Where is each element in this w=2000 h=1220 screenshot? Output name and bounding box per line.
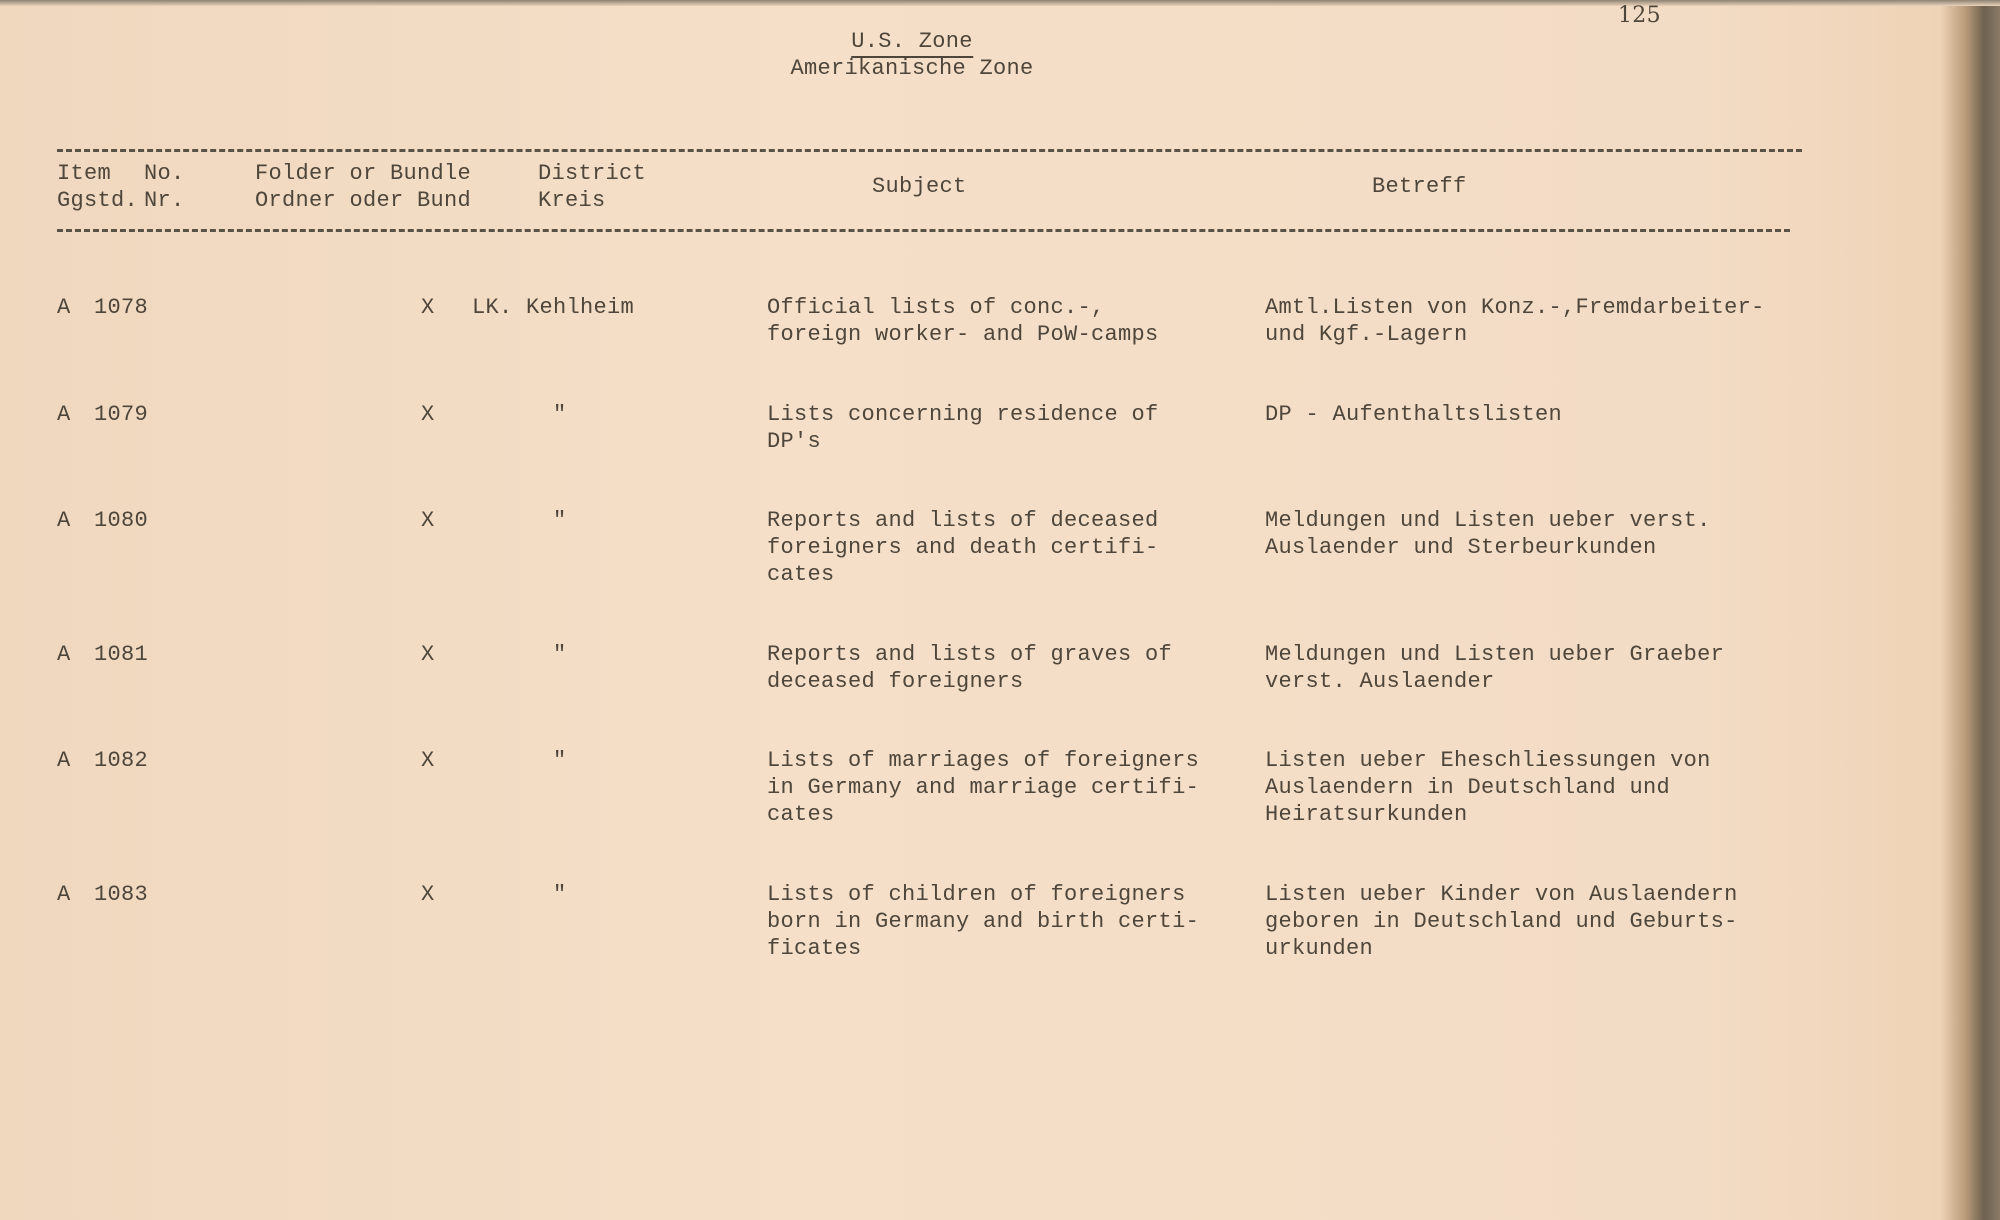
district: " [553,508,567,533]
betreff-text: Meldungen und Listen ueber verst. Auslaender und Sterbeurkunden [1265,508,1711,560]
header-ordner: Ordner oder Bund [255,188,472,213]
header-nr: Nr. [144,188,185,213]
folder-mark: X [421,748,435,773]
header-district: District [538,161,647,186]
page-number: 125 [1618,3,1661,28]
folder-mark: X [421,402,435,427]
item-letter: A [57,295,71,320]
header-folder: Folder or Bundle [255,161,472,186]
header-betreff: Betreff [1372,174,1467,199]
page-top-edge [0,0,2000,6]
subject-text: Lists of children of foreigners born in Germany and birth certi- ficates [767,882,1200,961]
item-letter: A [57,402,71,427]
item-letter: A [57,508,71,533]
header-ggstd: Ggstd. [57,188,139,213]
betreff-text: Amtl.Listen von Konz.-,Fremdarbeiter- und Kgf.-Lagern [1265,295,1765,347]
subject-text: Official lists of conc.-, foreign worker- and PoW-camps [767,295,1159,347]
header-no: No. [144,161,185,186]
folder-mark: X [421,642,435,667]
district: LK. Kehlheim [472,295,635,320]
district: " [553,642,567,667]
subject-text: Reports and lists of deceased foreigners and death certifi- cates [767,508,1159,587]
subject-text: Reports and lists of graves of deceased foreigners [767,642,1173,694]
header-bottom-divider [57,229,1790,232]
folder-mark: X [421,882,435,907]
district: " [553,882,567,907]
item-number: 1079 [94,402,149,427]
item-number: 1082 [94,748,149,773]
district: " [553,748,567,773]
folder-mark: X [421,295,435,320]
item-number: 1081 [94,642,149,667]
subject-text: Lists of marriages of foreigners in Germany and marriage certifi- cates [767,748,1200,827]
title-us-zone: U.S. Zone [851,28,973,58]
item-number: 1083 [94,882,149,907]
header-top-divider [57,149,1802,152]
subject-text: Lists concerning residence of DP's [767,402,1159,454]
header-kreis: Kreis [538,188,606,213]
item-letter: A [57,882,71,907]
district: " [553,402,567,427]
betreff-text: Meldungen und Listen ueber Graeber verst. Auslaender [1265,642,1725,694]
item-letter: A [57,748,71,773]
betreff-text: Listen ueber Kinder von Auslaendern geboren in Deutschland und Geburts- urkunden [1265,882,1738,961]
betreff-text: DP - Aufenthaltslisten [1265,402,1563,427]
folder-mark: X [421,508,435,533]
item-number: 1080 [94,508,149,533]
header-item: Item [57,161,112,186]
title-amerikanische-zone: Amerikanische Zone [790,56,1034,81]
item-letter: A [57,642,71,667]
betreff-text: Listen ueber Eheschliessungen von Auslaendern in Deutschland und Heiratsurkunden [1265,748,1711,827]
item-number: 1078 [94,295,149,320]
header-subject: Subject [872,174,967,199]
